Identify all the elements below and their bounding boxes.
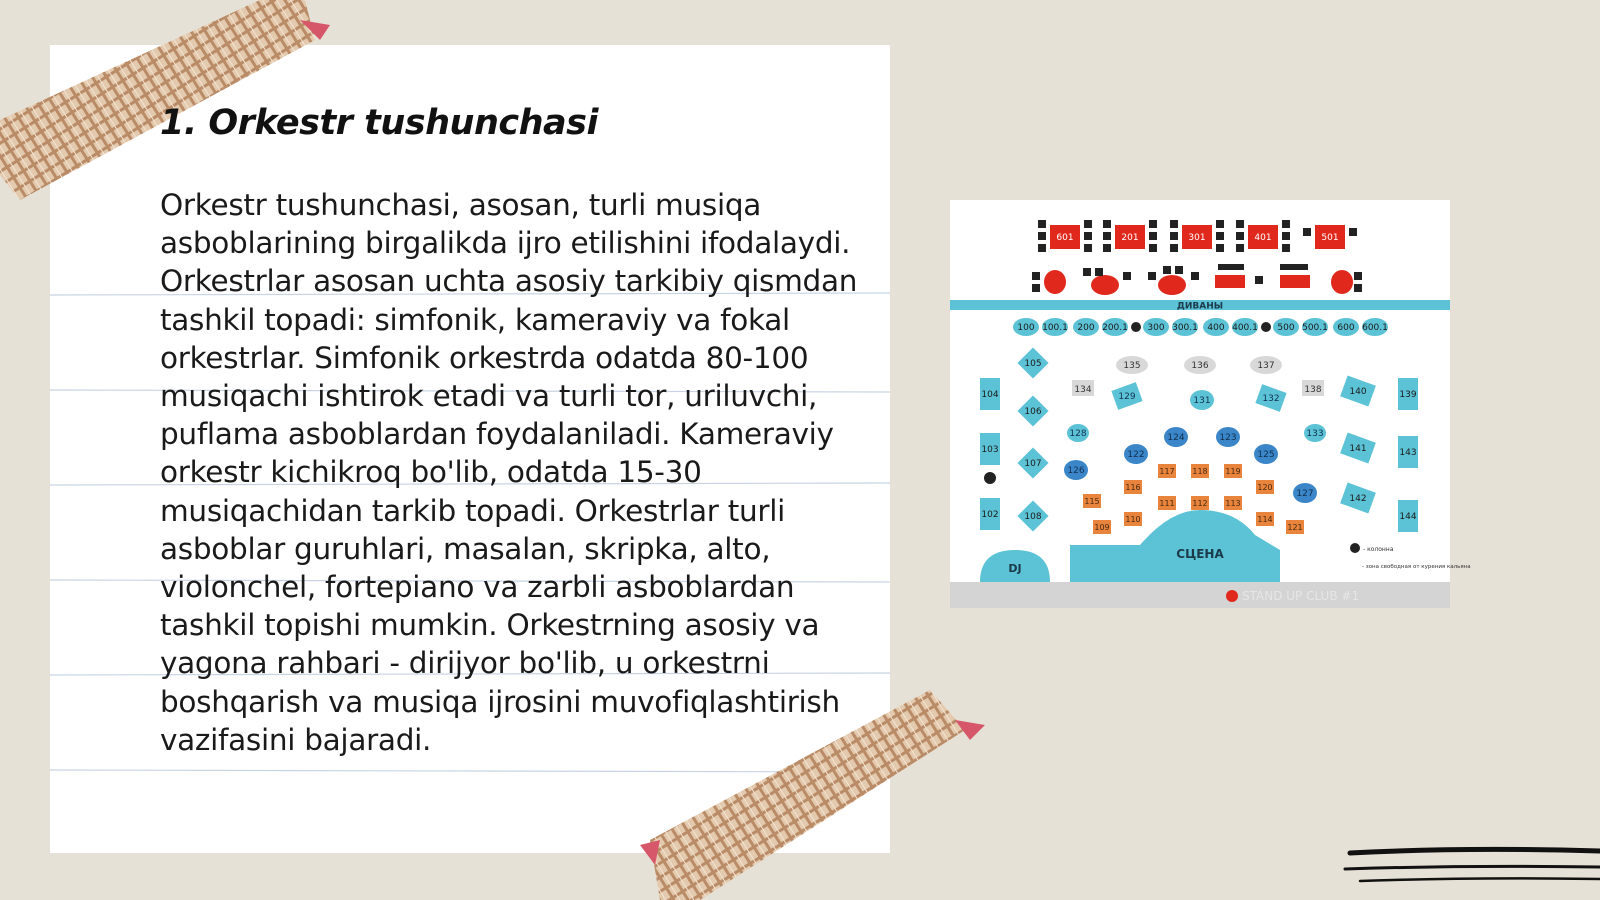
table-label: 115 (1084, 497, 1100, 506)
sofa-label-item: 400 (1207, 323, 1225, 333)
brand-bar (950, 582, 1450, 608)
sofa-label-item: 400.1 (1232, 323, 1258, 333)
table-label: 137 (1257, 361, 1275, 371)
table-label: 121 (1287, 523, 1303, 532)
table-label: 118 (1192, 467, 1208, 476)
table-label: 401 (1254, 233, 1272, 243)
table-label: 108 (1024, 512, 1042, 522)
sofa-label-item: 600 (1337, 323, 1355, 333)
sofa-label-item: 300 (1147, 323, 1165, 333)
sofa-label-item: 600.1 (1362, 323, 1388, 333)
table-label: 142 (1349, 494, 1367, 504)
legend-zone: - зона свободная от курения кальяна (1362, 564, 1471, 570)
table-label: 123 (1219, 433, 1237, 443)
table-label: 105 (1024, 359, 1042, 369)
table-label: 116 (1125, 483, 1141, 492)
table-label: 601 (1056, 233, 1074, 243)
sofa-label: ДИВАНЫ (1176, 301, 1224, 312)
table-label: 125 (1257, 450, 1275, 460)
table-label: 141 (1349, 444, 1367, 454)
legend-column: - колонна (1363, 546, 1394, 553)
table-label: 132 (1262, 394, 1280, 404)
table-label: 136 (1191, 361, 1209, 371)
seating-plan-image (950, 200, 1471, 608)
table-label: 109 (1094, 523, 1110, 532)
table-label: 113 (1225, 499, 1241, 508)
brand-logo-icon (1226, 590, 1238, 602)
table-label: 126 (1067, 466, 1085, 476)
table-label: 124 (1167, 433, 1185, 443)
table-label: 143 (1399, 448, 1417, 458)
table-label: 127 (1296, 489, 1314, 499)
sofa-label-item: 500.1 (1302, 323, 1328, 333)
table-label: 301 (1188, 233, 1206, 243)
table-label: 107 (1024, 459, 1042, 469)
table-label: 144 (1399, 512, 1417, 522)
table-label: 128 (1069, 429, 1087, 439)
table-label: 129 (1118, 392, 1136, 402)
sofa-label-item: 300.1 (1172, 323, 1198, 333)
brand-text: STAND UP CLUB #1 (1242, 589, 1360, 603)
table-label: 140 (1349, 387, 1367, 397)
table-label: 133 (1306, 429, 1324, 439)
table-label: 120 (1257, 483, 1273, 492)
table-label: 114 (1257, 515, 1273, 524)
table-label: 112 (1192, 499, 1208, 508)
column-legend-icon (1350, 543, 1360, 553)
table-label: 111 (1159, 499, 1175, 508)
table-label: 138 (1304, 385, 1322, 395)
table-label: 501 (1321, 233, 1339, 243)
slide-title: 1. Orkestr tushunchasi (160, 103, 598, 143)
table-label: 106 (1024, 407, 1042, 417)
table-label: 131 (1193, 396, 1211, 406)
sofa-label-item: 100 (1017, 323, 1035, 333)
table-label: 135 (1123, 361, 1141, 371)
table-label: 102 (981, 510, 999, 520)
table-label: 134 (1074, 385, 1092, 395)
table-label: 110 (1125, 515, 1141, 524)
sofa-label-item: 500 (1277, 323, 1295, 333)
sofa-label-item: 200 (1077, 323, 1095, 333)
dj-label: DJ (1008, 562, 1022, 575)
stage-label: СЦЕНА (1176, 547, 1224, 561)
table-label: 117 (1159, 467, 1175, 476)
table-label: 139 (1399, 390, 1417, 400)
slide-body-text: Orkestr tushunchasi, asosan, turli musiqa asboblarining birgalikda ijro etilishini ifodalaydi. Orkestrlar asosan uchta asosiy tarkibiy qismdan tashkil topadi: simfonik, kameraviy va fokal orkestrlar. Simfonik orkestrda odatda 80-100 musiqachi ishtirok etadi va turli tor, uriluvchi, puflama asboblardan foydalaniladi. Kameraviy orkestr kichikroq bo'lib, odatda 15-30 musiqachidan tarkib topadi. Orkestrlar turli asboblar guruhlari, masalan, skripka, alto, violonchel, fortepiano va zarbli asboblardan tashkil topishi mumkin. Orkestrning asosiy va yagona rahbari - dirijyor bo'lib, u orkestrni boshqarish va musiqa ijrosini muvofiqlashtirish vazifasini bajaradi. (160, 188, 858, 757)
brush-strokes (1345, 845, 1600, 895)
table-label: 119 (1225, 467, 1241, 476)
table-label: 201 (1121, 233, 1139, 243)
table-label: 104 (981, 390, 999, 400)
table-label: 103 (981, 445, 999, 455)
sofa-label-item: 100.1 (1042, 323, 1068, 333)
sofa-label-item: 200.1 (1102, 323, 1128, 333)
table-label: 122 (1127, 450, 1145, 460)
